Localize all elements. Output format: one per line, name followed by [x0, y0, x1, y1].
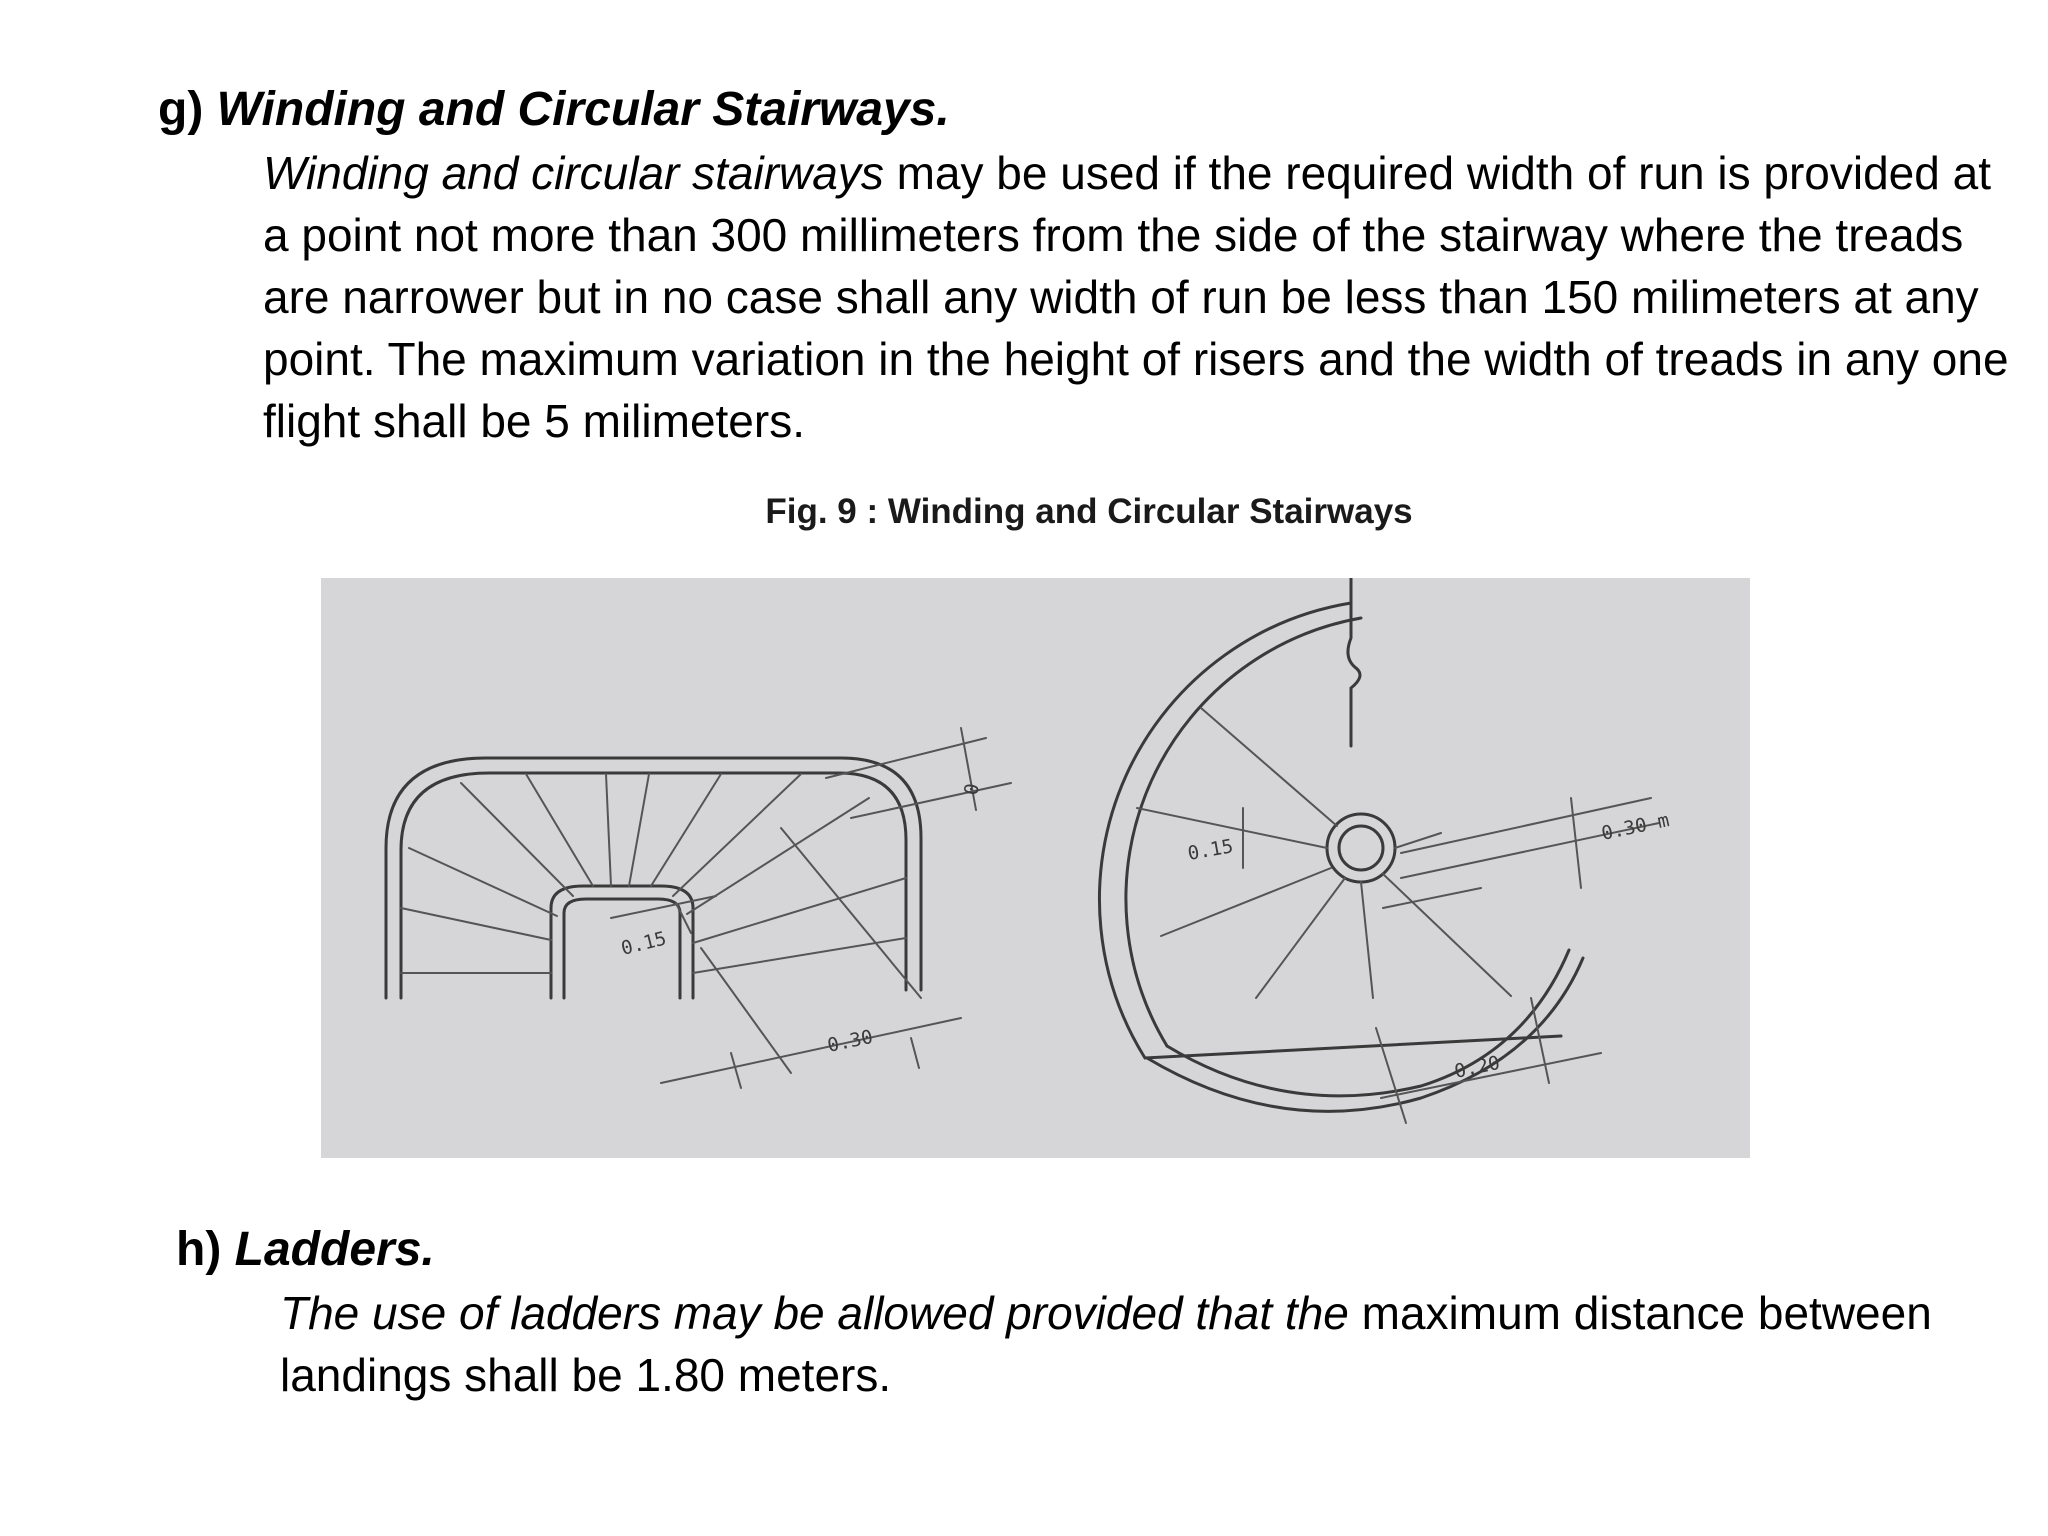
stairway-figure — [321, 578, 1750, 1158]
figure-caption: Fig. 9 : Winding and Circular Stairways — [765, 492, 1413, 531]
circular-outer-width-label: 0.30 m — [1599, 809, 1672, 845]
section-g-paragraph-italic: Winding and circular stairways — [263, 147, 884, 199]
circular-tread-width-label: 0.20 — [1452, 1051, 1502, 1083]
section-h-paragraph-italic: The use of ladders may be allowed provided that the — [280, 1287, 1349, 1339]
section-h-label: h) — [176, 1223, 222, 1276]
section-g-title: Winding and Circular Stairways. — [216, 83, 950, 136]
section-h-paragraph — [280, 1282, 2000, 1406]
section-h-heading — [176, 1222, 435, 1278]
winding-stairway-drawing — [386, 728, 1011, 1088]
section-g-paragraph-text: may be used if the required width of run is provided at a point not more than 300 millimeters from the side of the stairway where the treads are narrower but in no case shall any width of run be less than 150 milimeters at any point. The maximum variation in the height of risers and the width of treads in any one flight shall be 5 milimeters. — [263, 147, 2009, 447]
circular-inner-width-label: 0.15 — [1186, 835, 1235, 865]
section-h-paragraph-text: maximum distance between landings shall be 1.80 meters. — [280, 1287, 1932, 1401]
circular-stairway-drawing — [1099, 578, 1671, 1123]
section-g-paragraph — [263, 142, 2023, 452]
winding-inner-width-label: 0.15 — [618, 927, 669, 960]
section-g-heading — [158, 82, 950, 138]
winding-outer-width-label: 0.30 — [825, 1025, 875, 1057]
section-g-label: g) — [158, 83, 204, 136]
winding-edge-label: 0 — [960, 781, 984, 797]
section-h-title: Ladders. — [234, 1223, 435, 1276]
stairway-diagram — [321, 578, 1750, 1158]
